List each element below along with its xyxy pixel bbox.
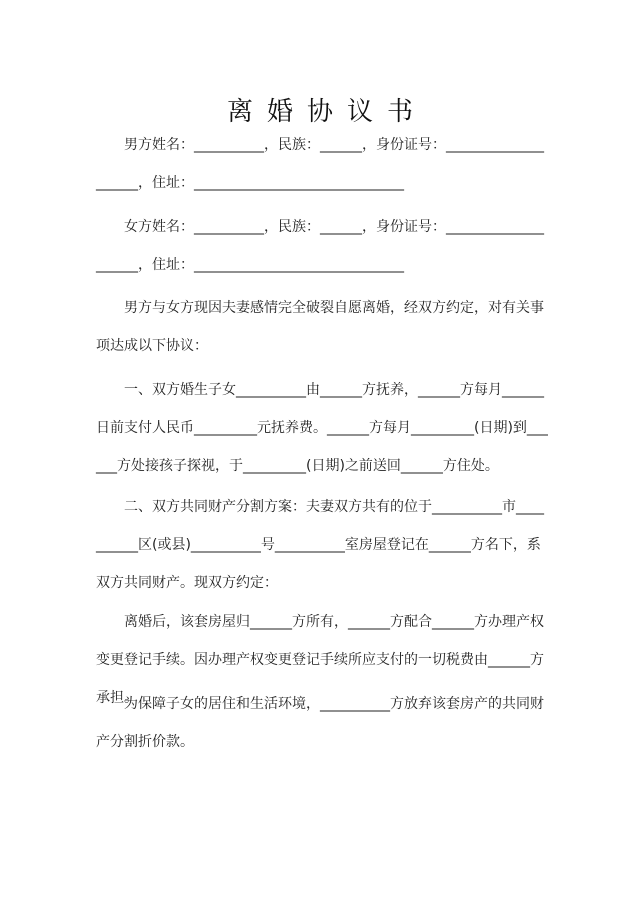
wife-info-paragraph: 女方姓名：__________，民族：______，身份证号：____________________，住址：______________________________ (96, 219, 544, 273)
waiver-clause: 为保障子女的居住和生活环境，__________方放弃该套房产的共同财产分割折价款。 (96, 696, 544, 750)
intro-paragraph: 男方与女方现因夫妻感情完全破裂自愿离婚，经双方约定，对有关事项达成以下协议： (96, 300, 544, 354)
property-division-clause: 二、双方共同财产分割方案：夫妻双方共有的位于__________市__________区(或县)__________号__________室房屋登记在______方名下，系双方共同财产。现双方约定： (96, 499, 544, 591)
house-ownership-clause: 离婚后，该套房屋归______方所有，______方配合______方办理产权变更登记手续。因办理产权变更登记手续所应支付的一切税费由______方承担。 (96, 614, 544, 706)
document-title: 离婚协议书 (226, 97, 427, 128)
husband-info-paragraph: 男方姓名：__________，民族：______，身份证号：____________________，住址：______________________________ (96, 137, 544, 191)
child-custody-clause: 一、双方婚生子女__________由______方抚养，______方每月______日前支付人民币_________元抚养费。______方每月_________(日期)到______方处接孩子探视，于_________(日期)之前送回______方住处。 (96, 382, 548, 474)
